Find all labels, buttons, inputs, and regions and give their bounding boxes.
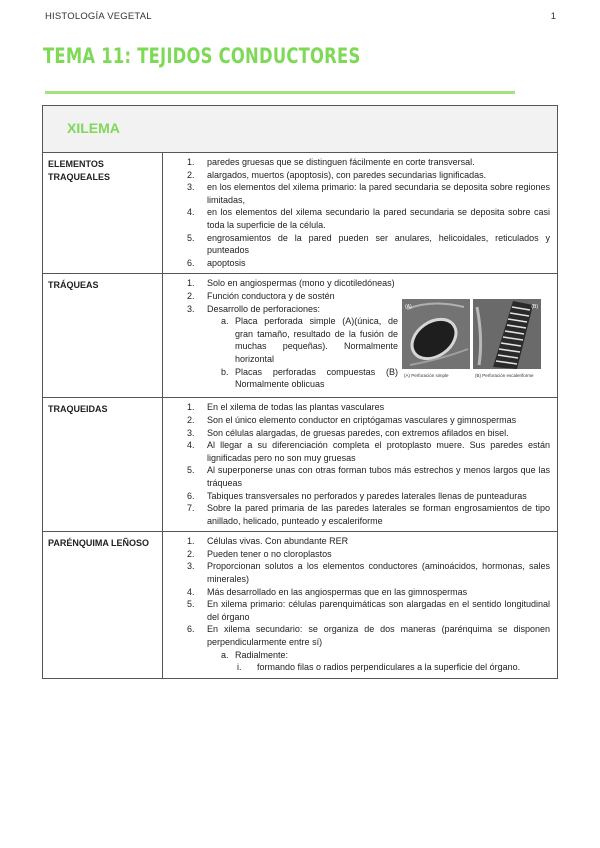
list-item: 6. En xilema secundario: se organiza de dos maneras (parénquima se disponen perpendicularmente entre sí) [187, 624, 550, 648]
sub-item: a. Radialmente: [221, 649, 289, 660]
table-row [43, 398, 558, 532]
list-item: 7. Sobre la pared primaria de las paredes laterales se forman engrosamientos de tipo anillado, helicado, punteado y escaleriforme [187, 503, 550, 526]
list-item: 4. en los elementos del xilema secundario la pared secundaria se deposita sobre casi toda la superficie de la célula. [187, 207, 550, 230]
traqueas-content [167, 277, 550, 390]
list-item: 3. en los elementos del xilema primario: la pared secundaria se deposita sobre regiones limitadas, [187, 182, 550, 205]
content-cell [163, 398, 558, 532]
table-row [43, 274, 558, 398]
list-item: 2. Función conductora y de sostén [187, 290, 335, 301]
list-item: 6. apoptosis [187, 257, 246, 268]
table-row [43, 153, 558, 274]
figure-caption: (A) Perforación simple [404, 373, 449, 379]
list-item: 5. Al superponerse unas con otras forman tubos más estrechos y menos largos que las tráqueas [187, 465, 550, 488]
list-item: 4. Al llegar a su diferenciación completa el protoplasto muere. Sus paredes están lignificadas pero no son muy gruesas [187, 440, 550, 463]
sub-item: b. Placas perforadas compuestas (B) Normalmente oblicuas [221, 366, 398, 390]
list-item: 2. Pueden tener o no cloroplastos [187, 548, 332, 559]
scalariform-perforation-image: (B) [473, 299, 541, 369]
page-title: TEMA 11: TEJIDOS CONDUCTORES [43, 44, 361, 68]
section-header-row [43, 106, 558, 153]
page-number: 1 [550, 11, 556, 22]
list-item: 3. Son células alargadas, de gruesas paredes, con extremos afilados en bisel. [187, 427, 509, 438]
figure-caption: (B) Perforación escaleriforme [475, 373, 534, 379]
item-list [167, 156, 550, 269]
item-list [167, 535, 550, 648]
list-item: 5. engrosamientos de la pared pueden ser anulares, helicoidales, reticulados y punteados [187, 232, 550, 256]
list-item: 5. En xilema primario: células parenquimáticas son alargadas en el sentido longitudinal del órgano [187, 599, 550, 622]
title-underline [45, 91, 515, 94]
item-list [167, 401, 550, 527]
perforation-micrographs [402, 299, 542, 379]
list-item: 1. En el xilema de todas las plantas vasculares [187, 402, 385, 413]
term-cell: PARÉNQUIMA LEÑOSO [43, 532, 163, 679]
content-cell [163, 532, 558, 679]
content-cell [163, 274, 558, 398]
list-item: 2. Son el único elemento conductor en criptógamas vasculares y gimnospermas [187, 414, 517, 425]
section-title: XILEMA [67, 120, 120, 136]
list-item: 1. Solo en angiospermas (mono y dicotiledóneas) [187, 278, 395, 289]
simple-perforation-image: (A) [402, 299, 470, 369]
list-item: 2. alargados, muertos (apoptosis), con paredes secundarias lignificadas. [187, 169, 487, 180]
list-item: 3. Proporcionan solutos a los elementos conductores (aminoácidos, hormonas, sales minerales) [187, 561, 550, 585]
term-cell: TRÁQUEAS [43, 274, 163, 398]
list-item: 3. Desarrollo de perforaciones: [187, 303, 321, 314]
list-item: 6. Tabiques transversales no perforados y paredes laterales llenas de punteaduras [187, 490, 527, 501]
list-item: 1. Células vivas. Con abundante RER [187, 536, 349, 547]
xylem-table [42, 105, 558, 679]
sub-sub-item: i. formando filas o radios perpendiculares a la superficie del órgano. [237, 662, 521, 673]
section-header-cell [43, 106, 558, 153]
list-item: 1. paredes gruesas que se distinguen fácilmente en corte transversal. [187, 157, 475, 167]
term-cell: ELEMENTOS TRAQUEALES [43, 153, 163, 274]
term-cell: TRAQUEIDAS [43, 398, 163, 532]
running-header: HISTOLOGÍA VEGETAL [45, 11, 152, 22]
list-item: 4. Más desarrollado en las angiospermas que en las gimnospermas [187, 586, 468, 597]
content-cell [163, 153, 558, 274]
table-row [43, 532, 558, 679]
sub-item: a. Placa perforada simple (A)(única, de gran tamaño, resultado de la fusión de muchas pequeñas). Normalmente horizontal [221, 316, 398, 364]
